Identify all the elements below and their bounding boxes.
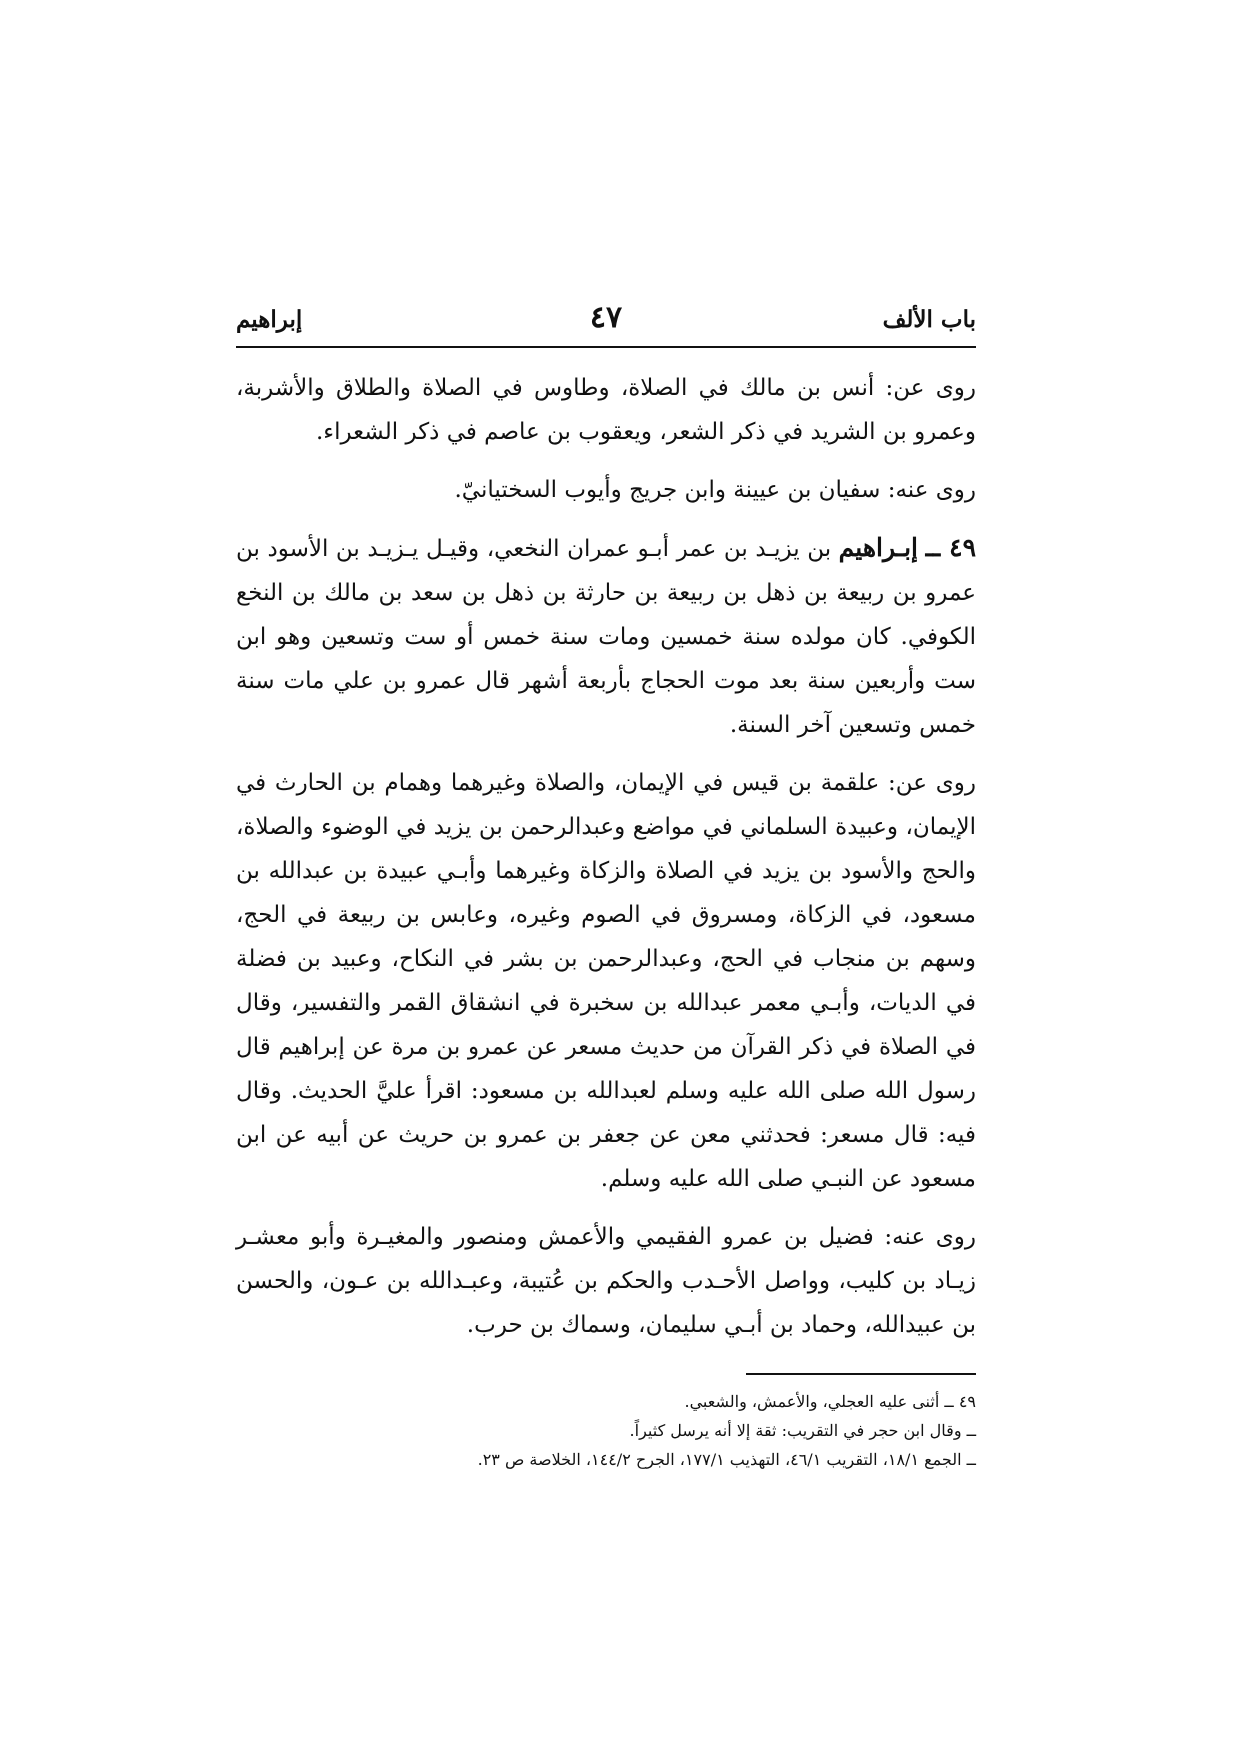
footnotes	[236, 1387, 976, 1474]
paragraph-narrated-from: روى عن: أنس بن مالك في الصلاة، وطاوس في الصلاة والطلاق والأشربة، وعمرو بن الشريد في ذكر الشعر، ويعقوب بن عاصم في ذكر الشعراء.	[236, 375, 976, 445]
entry-paragraph	[236, 526, 976, 747]
footnote-rule	[746, 1373, 976, 1375]
entry-text: بن يزيـد بن عمر أبـو عمران النخعي، وقيـل يـزيـد بن الأسود بن عمرو بن ربيعة بن ذهل بن ربيعة بن حارثة بن ذهل بن سعد بن مالك بن النخع الكوفي. كان مولده سنة خمسين ومات سنة خمس أو ست وتسعين وهو ابن ست وأربعين سنة بعد موت الحجاج بأربعة أشهر قال عمرو بن علي مات سنة خمس وتسعين آخر السنة.	[236, 536, 976, 738]
page-number: ٤٧	[589, 300, 623, 335]
main-text	[236, 366, 976, 1347]
footnote-line: ٤٩ ــ أثنى عليه العجلي، والأعمش، والشعبي.	[684, 1392, 976, 1411]
running-title: إبراهيم	[236, 306, 303, 333]
footnote-line: ــ الجمع ١٨/١، التقريب ٤٦/١، التهذيب ١٧٧/١، الجرح ١٤٤/٢، الخلاصة ص ٢٣.	[477, 1450, 976, 1469]
paragraph-narrated-by: روى عنه: سفيان بن عيينة وابن جريج وأيوب السختيانيّ.	[454, 477, 976, 503]
page-header	[236, 300, 976, 344]
entry-name: إبـراهيم	[838, 533, 918, 562]
entry-number: ٤٩ ــ	[925, 533, 977, 562]
chapter-title: باب الألف	[882, 306, 976, 333]
footnote-line: ــ وقال ابن حجر في التقريب: ثقة إلا أنه يرسل كثيراً.	[629, 1421, 976, 1440]
paragraph-entry-narrated-from: روى عن: علقمة بن قيس في الإيمان، والصلاة وغيرهما وهمام بن الحارث في الإيمان، وعبيدة السلماني في مواضع وعبدالرحمن بن يزيد في الوضوء والصلاة، والحج والأسود بن يزيد في الصلاة والزكاة وغيرهما وأبـي عبيدة بن عبدالله بن مسعود، في الزكاة، ومسروق في الصوم وغيره، وعابس بن ربيعة في الحج، وسهم بن منجاب في الحج، وعبدالرحمن بن بشر في النكاح، وعبيد بن فضلة في الديات، وأبـي معمر عبدالله بن سخبرة في انشقاق القمر والتفسير، وقال في الصلاة في ذكر القرآن من حديث مسعر عن عمرو بن مرة عن إبراهيم قال رسول الله صلى الله عليه وسلم لعبدالله بن مسعود: اقرأ عليَّ الحديث. وقال فيه: قال مسعر: فحدثني معن عن جعفر بن عمرو بن حريث عن أبيه عن ابن مسعود عن النبـي صلى الله عليه وسلم.	[236, 770, 977, 1192]
paragraph-entry-narrated-by: روى عنه: فضيل بن عمرو الفقيمي والأعمش ومنصور والمغيـرة وأبو معشـر زيـاد بن كليب، وواصل الأحـدب والحكم بن عُتيبة، وعبـدالله بن عـون، والحسن بن عبيدالله، وحماد بن أبـي سليمان، وسماك بن حرب.	[236, 1224, 976, 1338]
header-rule	[236, 346, 976, 348]
book-page	[236, 300, 976, 1474]
